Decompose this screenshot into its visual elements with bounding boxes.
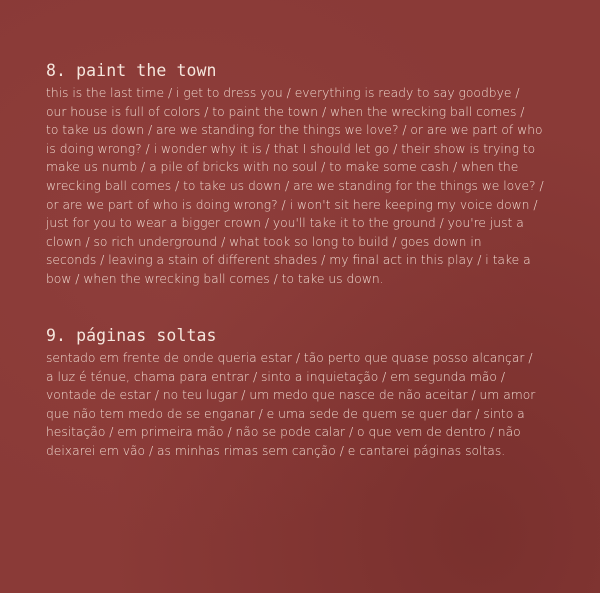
lyric-line: que não tem medo de se enganar / e uma sede de quem se quer dar / sinto a xyxy=(46,406,525,421)
song-title: 9. páginas soltas xyxy=(46,326,217,345)
lyric-line: make us numb / a pile of bricks with no soul / to make some cash / when the xyxy=(46,160,519,175)
lyric-line: our house is full of colors / to paint the town / when the wrecking ball comes / xyxy=(46,104,525,119)
lyric-line: this is the last time / i get to dress you / everything is ready to say goodbye / xyxy=(46,86,520,100)
lyric-line: is doing wrong? / i wonder why it is / that I should let go / their show is trying to xyxy=(46,141,536,156)
lyric-line: wrecking ball comes / to take us down / are we standing for the things we love? / xyxy=(46,178,544,193)
lyric-line: clown / so rich underground / what took so long to build / goes down in xyxy=(46,234,482,249)
lyric-line: a luz é ténue, chama para entrar / sinto a inquietação / em segunda mão / xyxy=(46,369,505,384)
lyric-line: deixarei em vão / as minhas rimas sem canção / e cantarei páginas soltas. xyxy=(46,443,506,458)
song-lyrics xyxy=(46,349,566,461)
lyric-line: seconds / leaving a stain of different shades / my final act in this play / i take a xyxy=(46,253,531,268)
song-paginas-soltas xyxy=(46,325,566,461)
lyric-line: to take us down / are we standing for the things we love? / or are we part of who xyxy=(46,123,543,138)
lyric-line: vontade de estar / no teu lugar / um medo que nasce de não aceitar / um amor xyxy=(46,388,536,403)
song-title: 8. paint the town xyxy=(46,61,217,80)
lyric-line: bow / when the wrecking ball comes / to take us down. xyxy=(46,271,384,286)
song-paint-the-town xyxy=(46,60,566,289)
song-lyrics xyxy=(46,84,566,289)
lyric-line: just for you to wear a bigger crown / you'll take it to the ground / you're just a xyxy=(46,216,524,231)
lyric-line: hesitação / em primeira mão / não se pode calar / o que vem de dentro / não xyxy=(46,425,521,440)
lyric-line: sentado em frente de onde queria estar / tão perto que quase posso alcançar / xyxy=(46,351,533,365)
lyric-line: or are we part of who is doing wrong? / i won't sit here keeping my voice down / xyxy=(46,197,538,212)
